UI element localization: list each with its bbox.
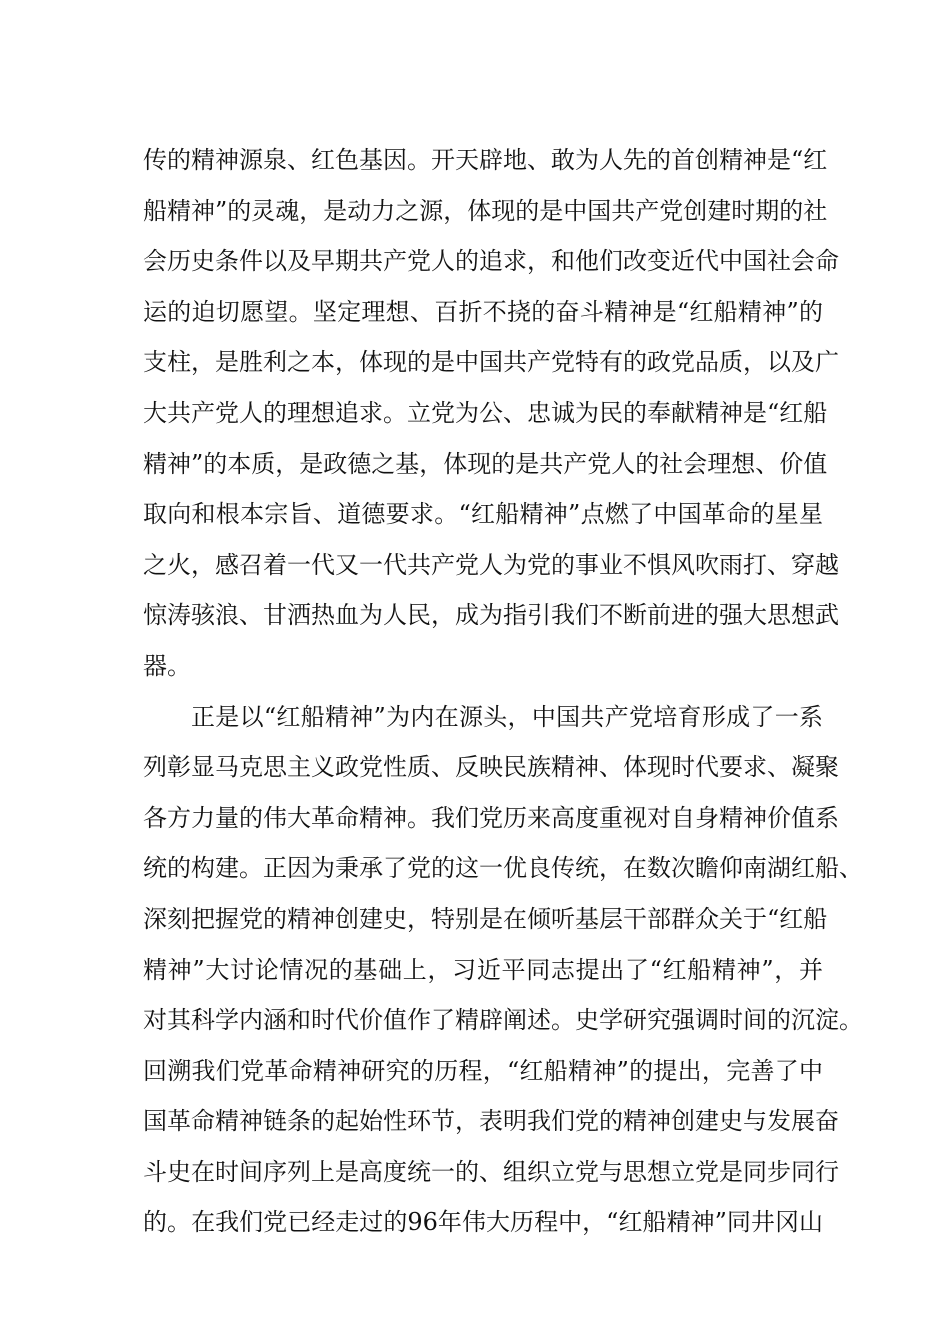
text-line: 会历史条件以及早期共产党人的追求，和他们改变近代中国社会命 — [143, 247, 839, 276]
text-line: 统的构建。正因为秉承了党的这一优良传统，在数次瞻仰南湖红船、 — [143, 854, 863, 883]
text-line: 大共产党人的理想追求。立党为公、忠诚为民的奉献精神是“红船 — [143, 398, 828, 427]
text-line: 取向和根本宗旨、道德要求。“红船精神”点燃了中国革命的星星 — [143, 500, 823, 529]
text-line: 的。在我们党已经走过的96年伟大历程中，“红船精神”同井冈山 — [143, 1208, 823, 1237]
text-line: 斗史在时间序列上是高度统一的、组织立党与思想立党是同步同行 — [143, 1157, 839, 1186]
body-text — [143, 135, 863, 1248]
text-line: 列彰显马克思主义政党性质、反映民族精神、体现时代要求、凝聚 — [143, 753, 839, 782]
text-line: 传的精神源泉、红色基因。开天辟地、敢为人先的首创精神是“红 — [143, 146, 828, 174]
text-line: 器。 — [143, 651, 191, 680]
text-line: 精神”大讨论情况的基础上，习近平同志提出了“红船精神”，并 — [143, 955, 823, 984]
text-line: 回溯我们党革命精神研究的历程，“红船精神”的提出，完善了中 — [143, 1056, 823, 1085]
text-line: 运的迫切愿望。坚定理想、百折不挠的奋斗精神是“红船精神”的 — [143, 297, 823, 326]
text-line: 支柱，是胜利之本，体现的是中国共产党特有的政党品质，以及广 — [143, 348, 839, 377]
text-line: 之火，感召着一代又一代共产党人为党的事业不惧风吹雨打、穿越 — [143, 550, 839, 579]
text-line: 船精神”的灵魂，是动力之源，体现的是中国共产党创建时期的社 — [143, 196, 828, 225]
text-line: 国革命精神链条的起始性环节，表明我们党的精神创建史与发展奋 — [143, 1107, 839, 1136]
text-line: 对其科学内涵和时代价值作了精辟阐述。史学研究强调时间的沉淀。 — [143, 1006, 863, 1035]
text-line: 各方力量的伟大革命精神。我们党历来高度重视对自身精神价值系 — [143, 803, 839, 832]
text-line: 精神”的本质，是政德之基，体现的是共产党人的社会理想、价值 — [143, 449, 828, 478]
paragraph-first-line: 正是以“红船精神”为内在源头，中国共产党培育形成了一系 — [191, 702, 823, 731]
text-line: 深刻把握党的精神创建史，特别是在倾听基层干部群众关于“红船 — [143, 904, 828, 933]
text-line: 惊涛骇浪、甘洒热血为人民，成为指引我们不断前进的强大思想武 — [143, 601, 839, 630]
